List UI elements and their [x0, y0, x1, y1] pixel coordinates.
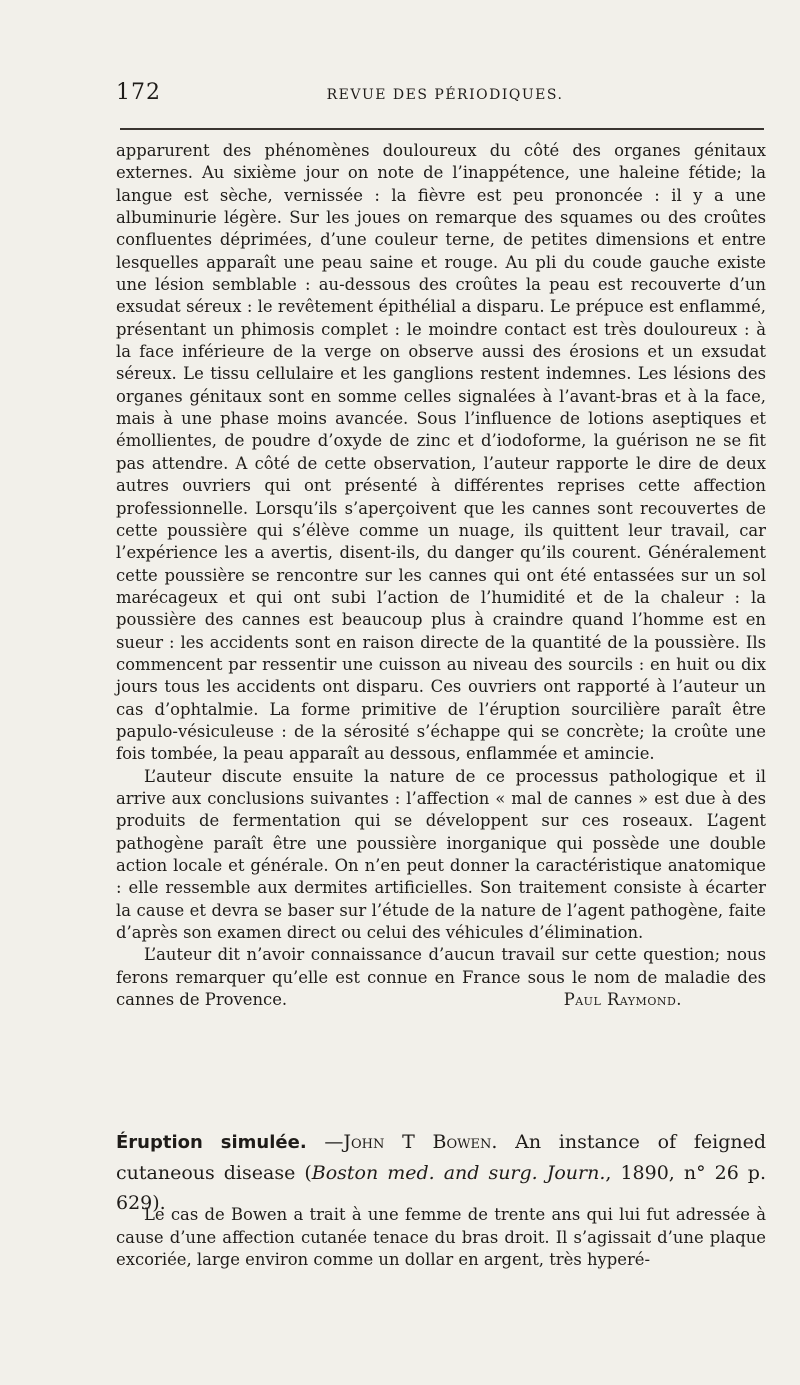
entry-title: Éruption simulée. — [116, 1132, 307, 1153]
page-header — [116, 80, 764, 110]
article-paragraph-1: apparurent des phénomènes douloureux du côté des organes génitaux externes. Au sixième jour on note de l’inappétence, une haleine fétide; la langue est sèche, vernissée : la fièvre est peu prononcée : il y a une albuminurie légère. Sur les joues on remarque des squames ou des croûtes confluentes déprimées, d’une couleur terne, de petites dimensions et entre lesquelles apparaît une peau saine et rouge. Au pli du coude gauche existe une lésion semblable : au-dessous des croûtes la peau est recouverte d’un exsudat séreux : le revêtement épithélial a disparu. Le prépuce est enflammé, présentant un phimosis complet : le moindre contact est très douloureux : à la face inférieure de la verge on observe aussi des érosions et un exsudat séreux. Le tissu cellulaire et les ganglions restent indemnes. Les lésions des organes génitaux sont en somme celles signalées à l’avant-bras et à la face, mais à une phase moins avancée. Sous l’influence de lotions aseptiques et émollientes, de poudre d’oxyde de zinc et d’iodoforme, la guérison ne se fit pas attendre. A côté de cette observation, l’auteur rapporte le dire de deux autres ouvriers qui ont présenté à différentes reprises cette affection professionnelle. Lorsqu’ils s’aperçoivent que les cannes sont recouvertes de cette poussière qui s’élève comme un nuage, ils quittent leur travail, car l’expérience les a avertis, disent-ils, du danger qu’ils courent. Généralement cette poussière se rencontre sur les cannes qui ont été entassées sur un sol marécageux et qui ont subi l’action de l’humidité et de la chaleur : la poussière des cannes est beaucoup plus à craindre quand l’homme est en sueur : les accidents sont en raison directe de la quantité de la poussière. Ils commencent par ressentir une cuisson au niveau des sourcils : en huit ou dix jours tous les accidents ont disparu. Ces ouvriers ont rapporté à l’auteur un cas d’ophtalmie. La forme primitive de l’éruption sourcilière paraît être papulo-vésiculeuse : de la sérosité s’échappe qui se concrète; la croûte une fois tombée, la peau apparaît au dessous, enflammée et amincie. — [116, 141, 766, 764]
entry-paragraph: Le cas de Bowen a trait à une femme de trente ans qui lui fut adressée à cause d’une affection cutanée tenace du bras droit. Il s’agissait d’une plaque excoriée, large environ comme un dollar en argent, très hyperé- — [116, 1205, 766, 1269]
entry-journal: Boston med. and surg. Journ. — [311, 1162, 606, 1184]
entry-dash: — — [306, 1131, 344, 1153]
article-paragraph-3-text: L’auteur dit n’avoir connaissance d’aucun travail sur cette question; nous ferons remarquer qu’elle est connue en France sous le nom de maladie des cannes de Provence. — [116, 945, 766, 1010]
article-paragraph-3 — [116, 944, 766, 1011]
review-entry-body — [116, 1204, 766, 1272]
header-rule — [120, 128, 764, 130]
entry-title-text: . An instance of feigned cutaneous disease ( — [116, 1131, 766, 1184]
article-text — [116, 140, 766, 1011]
entry-citation: , 1890, n° 26 p. 629). — [116, 1162, 766, 1214]
article-paragraph-2: L’auteur discute ensuite la nature de ce processus pathologique et il arrive aux conclusions suivantes : l’affection « mal de cannes » est due à des produits de fermentation qui se développent sur ces roseaux. L’agent pathogène paraît être une poussière inorganique qui possède une double action locale et générale. On n’en peut donner la caractéristique anatomique : elle ressemble aux dermites artificielles. Son traitement consiste à écarter la cause et devra se baser sur l’étude de la nature de l’agent pathogène, faite d’après son examen direct ou celui des véhicules d’élimination. — [116, 766, 766, 943]
entry-author: John T Bowen — [343, 1131, 492, 1153]
running-title: REVUE DES PÉRIODIQUES. — [326, 87, 564, 103]
page-number: 172 — [116, 80, 161, 105]
article-signature: Paul Raymond. — [563, 990, 682, 1010]
